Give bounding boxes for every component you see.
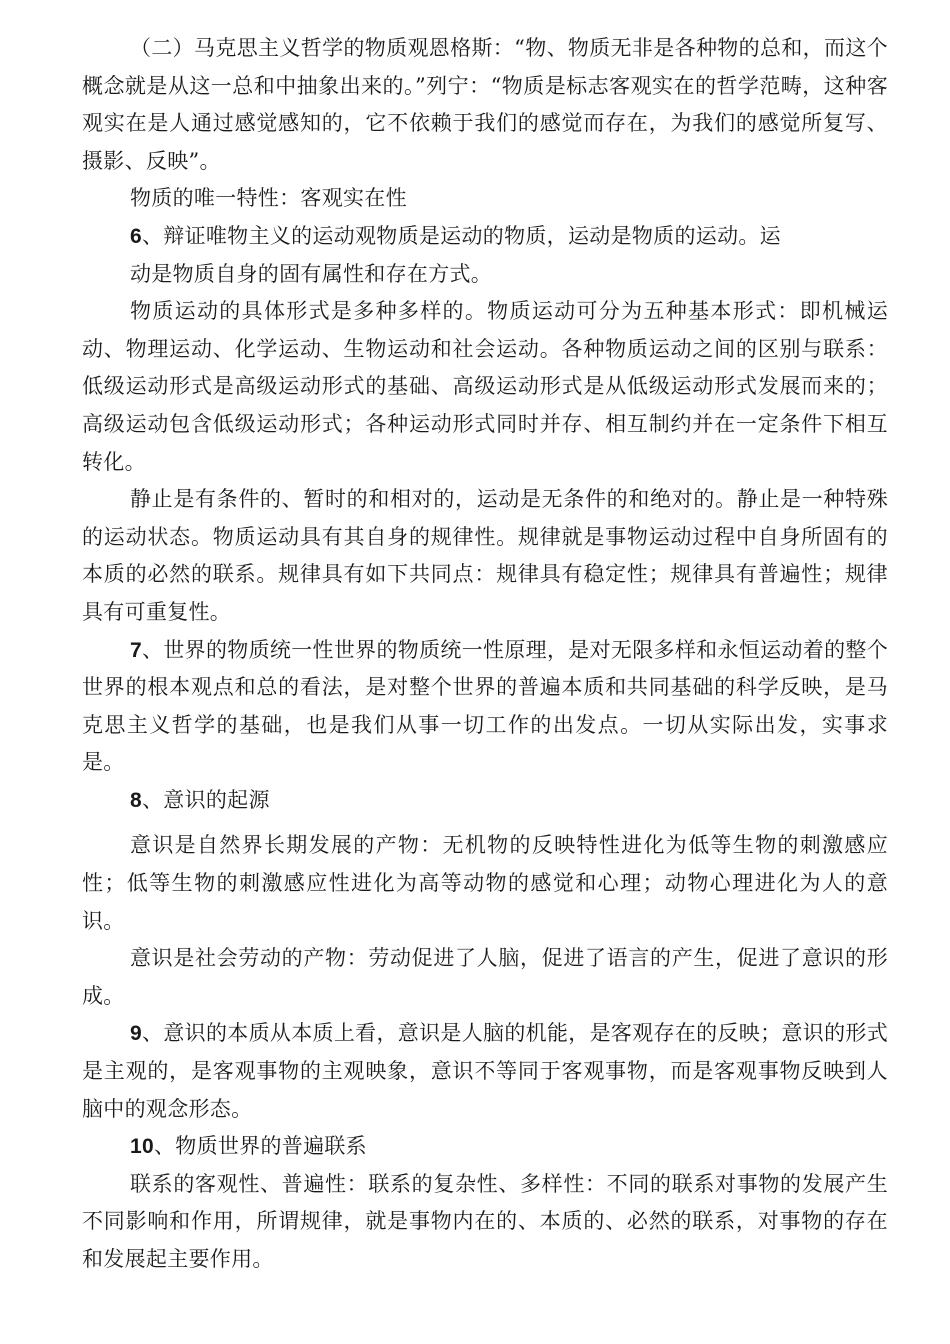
paragraph-stillness-laws: 静止是有条件的、暂时的和相对的，运动是无条件的和绝对的。静止是一种特殊的运动状态。物质运动具有其自身的规律性。规律就是事物运动过程中自身所固有的本质的必然的联系。规律具有如下共同点：规律具有稳定性；规律具有普遍性；规律具有可重复性。 bbox=[82, 487, 888, 624]
section-7-text: 、世界的物质统一性世界的物质统一性原理，是对无限多样和永恒运动着的整个世界的根本观点和总的看法，是对整个世界的普遍本质和共同基础的科学反映，是马克思主义哲学的基础，也是我们从事一切工作的出发点。一切从实际出发，实事求是。 bbox=[82, 637, 888, 775]
section-10-heading bbox=[82, 1128, 888, 1166]
section-number: 7 bbox=[130, 638, 142, 662]
section-8-heading bbox=[82, 782, 888, 820]
document-page bbox=[82, 30, 888, 1279]
section-10-heading-text: 、物质世界的普遍联系 bbox=[153, 1134, 367, 1159]
section-8-heading-text: 、意识的起源 bbox=[141, 787, 270, 812]
paragraph-consciousness-nature-product: 意识是自然界长期发展的产物：无机物的反映特性进化为低等生物的刺激感应性；低等生物的刺激感应性进化为高等动物的感觉和心理；动物心理进化为人的意识。 bbox=[82, 833, 888, 933]
paragraph-unique-property: 物质的唯一特性：客观实在性 bbox=[130, 186, 407, 211]
section-9-paragraph bbox=[82, 1015, 888, 1128]
section-9-text: 、意识的本质从本质上看，意识是人脑的机能，是客观存在的反映；意识的形式是主观的，是客观事物的主观映象，意识不等同于客观事物，而是客观事物反映到人脑中的观念形态。 bbox=[82, 1021, 888, 1121]
paragraph-motion-forms: 物质运动的具体形式是多种多样的。物质运动可分为五种基本形式：即机械运动、物理运动、化学运动、生物运动和社会运动。各种物质运动之间的区别与联系：低级运动形式是高级运动形式的基础、高级运动形式是从低级运动形式发展而来的；高级运动包含低级运动形式；各种运动形式同时并存、相互制约并在一定条件下相互转化。 bbox=[82, 299, 888, 474]
paragraph-consciousness-labor-product: 意识是社会劳动的产物：劳动促进了人脑，促进了语言的产生，促进了意识的形成。 bbox=[82, 946, 888, 1008]
section-6-heading-text: 、辩证唯物主义的运动观物质是运动的物质，运动是物质的运动。运 bbox=[141, 223, 781, 248]
section-number: 6 bbox=[130, 224, 142, 248]
section-7-paragraph bbox=[82, 632, 888, 782]
paragraph-materialism-view: （二）马克思主义哲学的物质观恩格斯：“物、物质无非是各种物的总和，而这个概念就是从这一总和中抽象出来的。”列宁：“物质是标志客观实在的哲学范畴，这种客观实在是人通过感觉感知的，它不依赖于我们的感觉而存在，为我们的感觉所复写、摄影、反映”。 bbox=[82, 36, 888, 173]
spacer bbox=[82, 819, 888, 827]
section-6-heading-continued: 动是物质自身的固有属性和存在方式。 bbox=[130, 261, 493, 286]
section-number: 10 bbox=[130, 1135, 154, 1159]
section-number: 9 bbox=[130, 1022, 142, 1046]
section-number: 8 bbox=[130, 788, 142, 812]
section-6-heading bbox=[82, 218, 888, 256]
paragraph-universal-connection: 联系的客观性、普遍性：联系的复杂性、多样性：不同的联系对事物的发展产生不同影响和作用，所谓规律，就是事物内在的、本质的、必然的联系，对事物的存在和发展起主要作用。 bbox=[82, 1171, 888, 1271]
